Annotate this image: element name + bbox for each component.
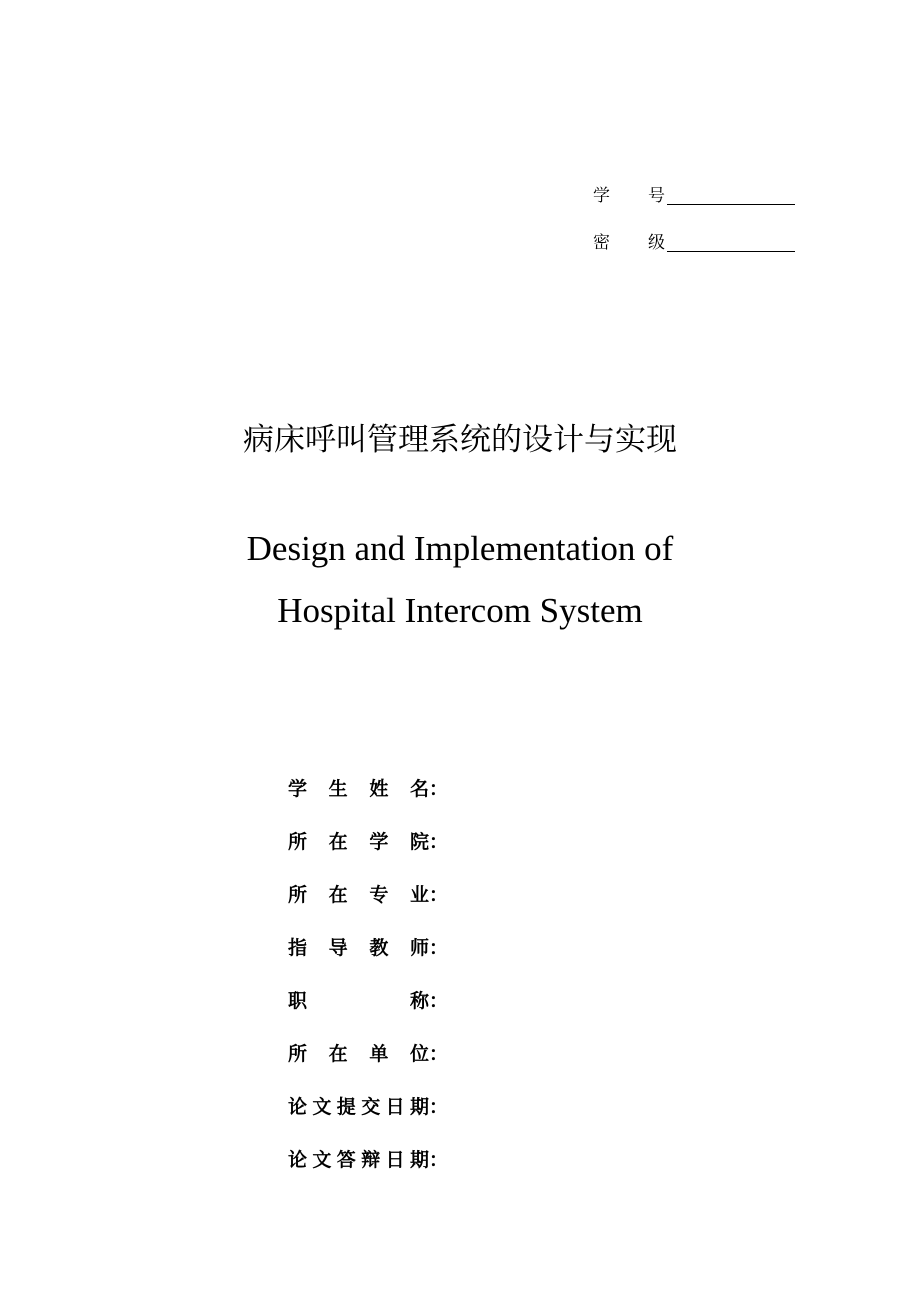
info-row-student-name: [288, 774, 708, 827]
info-colon: ：: [429, 1096, 449, 1118]
info-colon: ：: [429, 778, 449, 800]
info-label: 指导教师: [288, 937, 429, 959]
info-label: 论文提交日期: [288, 1096, 429, 1118]
info-label: 职称: [288, 990, 429, 1012]
info-row-submission-date: [288, 1092, 708, 1145]
info-colon: ：: [429, 990, 449, 1012]
thesis-info-fields: [288, 774, 708, 1198]
info-colon: ：: [429, 1149, 449, 1171]
secret-level-label-char-2: 级: [648, 233, 665, 253]
student-id-label-char-2: 号: [648, 186, 665, 206]
thesis-title-chinese: 病床呼叫管理系统的设计与实现: [243, 422, 677, 458]
info-label: 所在专业: [288, 884, 429, 906]
info-label: 所在学院: [288, 831, 429, 853]
info-colon: ：: [429, 884, 449, 906]
info-label: 所在单位: [288, 1043, 429, 1065]
secret-level-label-char-1: 密: [593, 233, 610, 253]
student-id-field: [593, 184, 803, 208]
info-label: 论文答辩日期: [288, 1149, 429, 1171]
info-row-defense-date: [288, 1145, 708, 1198]
info-row-advisor: [288, 933, 708, 986]
info-colon: ：: [429, 937, 449, 959]
info-row-organization: [288, 1039, 708, 1092]
student-id-blank-line: [667, 204, 795, 205]
info-row-title: [288, 986, 708, 1039]
thesis-title-english-line-2: Hospital Intercom System: [277, 591, 643, 630]
info-row-major: [288, 880, 708, 933]
secret-level-blank-line: [667, 251, 795, 252]
info-colon: ：: [429, 831, 449, 853]
thesis-title-english-line-1: Design and Implementation of: [246, 529, 674, 568]
info-colon: ：: [429, 1043, 449, 1065]
secret-level-field: [593, 231, 803, 255]
student-id-label-char-1: 学: [593, 186, 610, 206]
info-label: 学生姓名: [288, 778, 429, 800]
info-row-college: [288, 827, 708, 880]
